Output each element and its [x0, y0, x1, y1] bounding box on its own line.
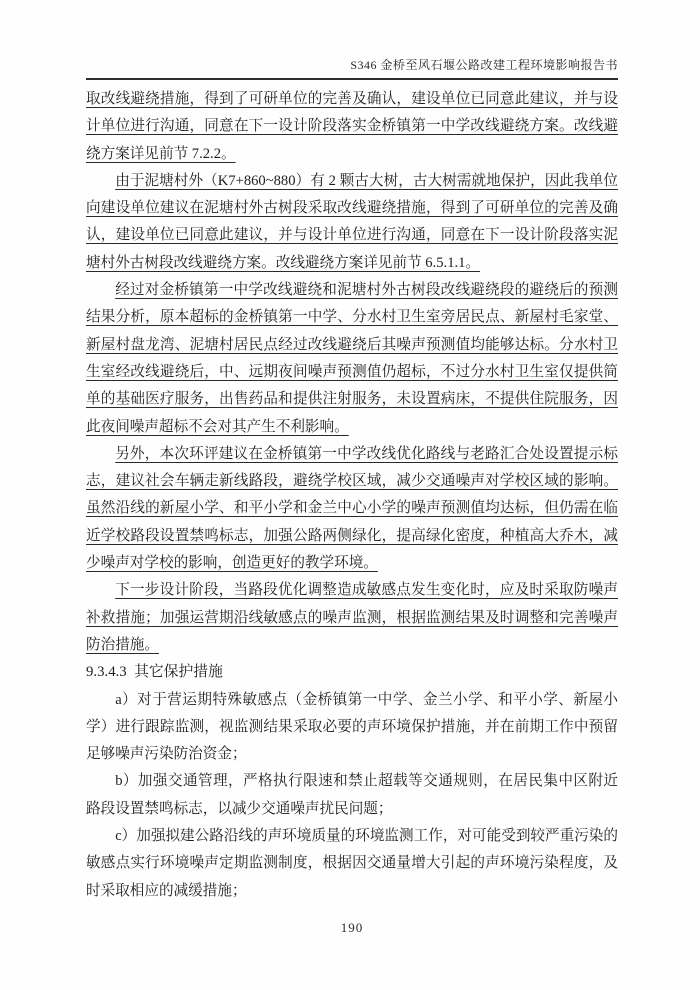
- paragraph: c）加强拟建公路沿线的声环境质量的环境监测工作，对可能受到较严重污染的敏感点实行环境噪声定期监测制度，根据因交通量增大引起的声环境污染程度，及时采取相应的减缓措施；: [86, 828, 618, 899]
- page-number: 190: [340, 920, 364, 935]
- paragraph: 由于泥塘村外（K7+860~880）有 2 颗古大树，古大树需就地保护，因此我单位向建设单位建议在泥塘村外古树段采取改线避绕措施，得到了可研单位的完善及确认，建设单位已同意此建议，并与设计单位进行沟通，同意在下一设计阶段落实泥塘村外古树段改线避绕方案。改线避绕方案详见前节 6.5.1.1。: [86, 172, 618, 271]
- page-footer: [86, 920, 618, 936]
- paragraph: 下一步设计阶段，当路段优化调整造成敏感点发生变化时，应及时采取防噪声补救措施；加强运营期沿线敏感点的噪声监测，根据监测结果及时调整和完善噪声防治措施。: [86, 582, 618, 653]
- paragraph: b）加强交通管理，严格执行限速和禁止超载等交通规则，在居民集中区附近路段设置禁鸣标志，以减少交通噪声扰民问题；: [86, 773, 618, 817]
- paragraph: 经过对金桥镇第一中学改线避绕和泥塘村外古树段改线避绕段的避绕后的预测结果分析，原本超标的金桥镇第一中学、分水村卫生室旁居民点、新屋村毛家堂、新屋村盘龙湾、泥塘村居民点经过改线避绕后其噪声预测值均能够达标。分水村卫生室经改线避绕后，中、远期夜间噪声预测值仍超标，不过分水村卫生室仅提供简单的基础医疗服务，出售药品和提供注射服务，未设置病床，不提供住院服务，因此夜间噪声超标不会对其产生不利影响。: [86, 282, 618, 435]
- paragraph: a）对于营运期特殊敏感点（金桥镇第一中学、金兰小学、和平小学、新屋小学）进行跟踪监测，视监测结果采取必要的声环境保护措施，并在前期工作中预留足够噪声污染防治资金；: [86, 691, 618, 763]
- paragraph: 另外，本次环评建议在金桥镇第一中学改线优化路线与老路汇合处设置提示标志，建议社会车辆走新线路段，避绕学校区域，减少交通噪声对学校区域的影响。虽然沿线的新屋小学、和平小学和金兰中心小学的噪声预测值均达标，但仍需在临近学校路段设置禁鸣标志，加强公路两侧绿化，提高绿化密度，种植高大乔木，减少噪声对学校的影响，创造更好的教学环境。: [86, 445, 618, 572]
- page-header: [86, 56, 618, 80]
- report-title: S346 金桥至风石堰公路改建工程环境影响报告书: [350, 58, 618, 72]
- document-body: [86, 86, 618, 905]
- section-heading: 9.3.4.3 其它保护措施: [86, 664, 223, 681]
- paragraph: 取改线避绕措施，得到了可研单位的完善及确认，建设单位已同意此建议，并与设计单位进行沟通，同意在下一设计阶段落实金桥镇第一中学改线避绕方案。改线避绕方案详见前节 7.2.2。: [86, 91, 618, 162]
